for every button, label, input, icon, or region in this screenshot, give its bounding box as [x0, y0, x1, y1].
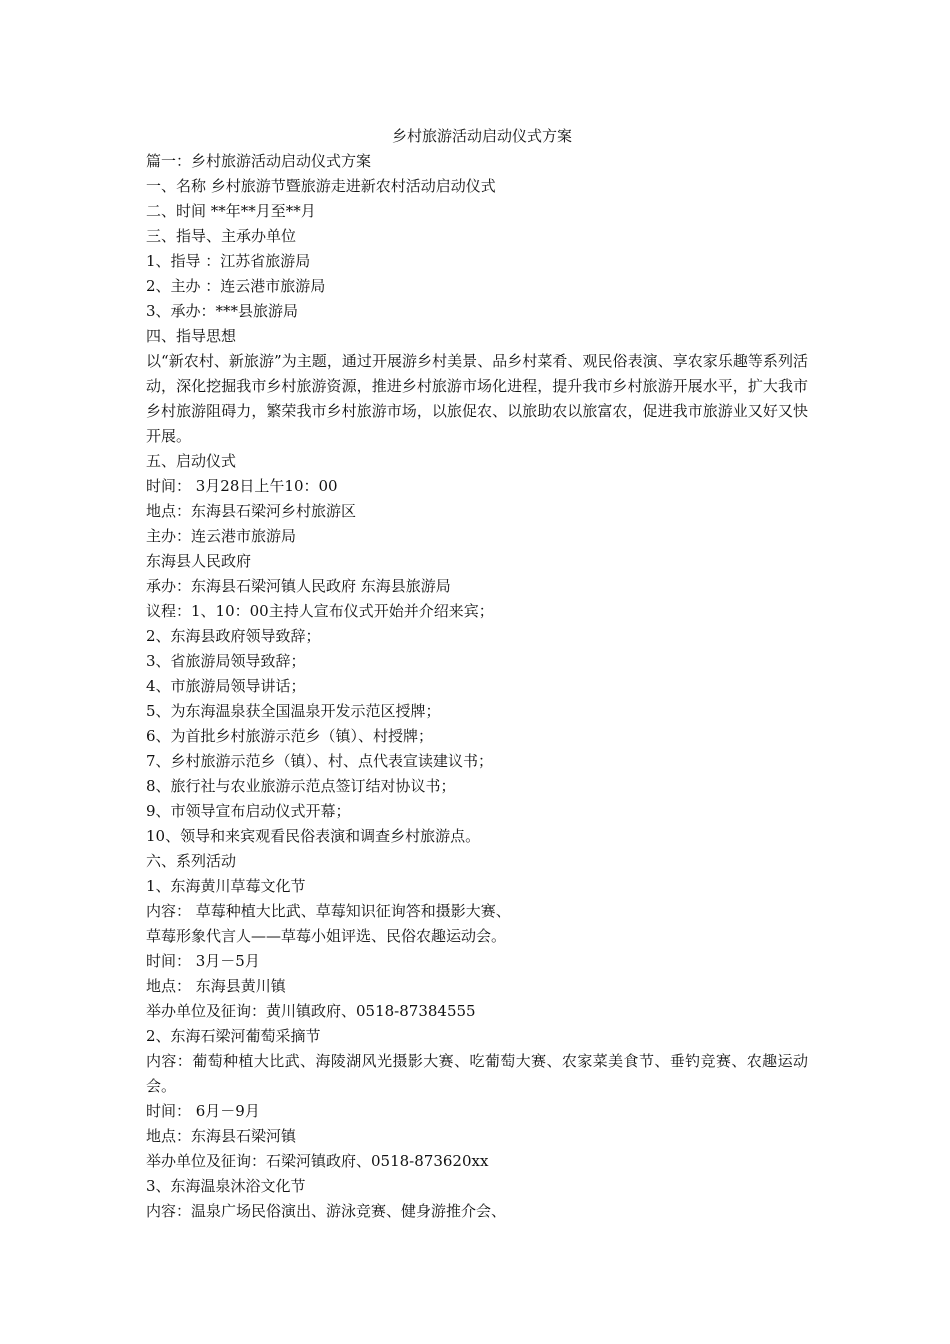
text-line: 10、领导和来宾观看民俗表演和调查乡村旅游点。	[146, 827, 481, 845]
grape-festival-content-paragraph: 内容：葡萄种植大比武、海陵湖风光摄影大赛、吃葡萄大赛、农家菜美食节、垂钓竞赛、农趣运动会。	[146, 1052, 808, 1095]
text-line: 8、旅行社与农业旅游示范点签订结对协议书；	[146, 777, 456, 795]
text-line: 时间： 3月28日上午10：00	[146, 477, 338, 495]
text-line: 地点： 东海县黄川镇	[146, 977, 286, 995]
text-line: 地点：东海县石梁河镇	[146, 1127, 297, 1145]
text-line: 1、指导 ：江苏省旅游局	[146, 252, 311, 270]
text-line: 5、为东海温泉获全国温泉开发示范区授牌；	[146, 702, 441, 720]
text-line: 内容：温泉广场民俗演出、游泳竞赛、健身游推介会、	[146, 1202, 507, 1220]
text-line: 2、东海石梁河葡萄采摘节	[146, 1027, 321, 1045]
text-line: 东海县人民政府	[146, 552, 252, 570]
text-line: 篇一：乡村旅游活动启动仪式方案	[146, 152, 372, 170]
text-line: 举办单位及征询：黄川镇政府、0518-87384555	[146, 1002, 476, 1020]
text-line: 草莓形象代言人——草莓小姐评选、民俗农趣运动会。	[146, 927, 507, 945]
text-line: 6、为首批乡村旅游示范乡（镇）、村授牌；	[146, 727, 434, 745]
text-line: 2、主办 ：连云港市旅游局	[146, 277, 326, 295]
text-line: 五、启动仪式	[146, 452, 237, 470]
text-line: 议程：1、10：00主持人宣布仪式开始并介绍来宾；	[146, 602, 494, 620]
text-line: 二、时间 **年**月至**月	[146, 202, 316, 220]
section-lines-2	[146, 449, 808, 1049]
document-title: 乡村旅游活动启动仪式方案	[391, 127, 572, 145]
text-line: 时间： 3月－5月	[146, 952, 260, 970]
text-line: 地点：东海县石梁河乡村旅游区	[146, 502, 357, 520]
text-line: 3、东海温泉沐浴文化节	[146, 1177, 306, 1195]
text-line: 9、市领导宣布启动仪式开幕；	[146, 802, 351, 820]
text-line: 四、指导思想	[146, 327, 237, 345]
text-line: 内容： 草莓种植大比武、草莓知识征询答和摄影大赛、	[146, 902, 511, 920]
text-line: 一、名称 乡村旅游节暨旅游走进新农村活动启动仪式	[146, 177, 496, 195]
text-line: 3、承办：***县旅游局	[146, 302, 299, 320]
text-line: 1、东海黄川草莓文化节	[146, 877, 306, 895]
text-line: 3、省旅游局领导致辞；	[146, 652, 306, 670]
text-line: 三、指导、主承办单位	[146, 227, 297, 245]
text-line: 7、乡村旅游示范乡（镇）、村、点代表宣读建议书；	[146, 752, 494, 770]
text-line: 主办：连云港市旅游局	[146, 527, 297, 545]
text-line: 时间： 6月－9月	[146, 1102, 260, 1120]
section-lines-3	[146, 1099, 808, 1224]
text-line: 2、东海县政府领导致辞；	[146, 627, 321, 645]
text-line: 4、市旅游局领导讲话；	[146, 677, 306, 695]
text-line: 六、系列活动	[146, 852, 237, 870]
section-lines-1	[146, 149, 808, 349]
text-line: 承办：东海县石梁河镇人民政府 东海县旅游局	[146, 577, 451, 595]
guiding-thought-paragraph: 以“新农村、新旅游”为主题，通过开展游乡村美景、品乡村菜肴、观民俗表演、享农家乐趣等系列活动，深化挖掘我市乡村旅游资源，推进乡村旅游市场化进程，提升我市乡村旅游开展水平，扩大我市乡村旅游阻碍力，繁荣我市乡村旅游市场，以旅促农、以旅助农以旅富农，促进我市旅游业又好又快开展。	[146, 352, 808, 445]
document-body	[146, 124, 808, 1224]
text-line: 举办单位及征询：石梁河镇政府、0518-873620xx	[146, 1152, 489, 1170]
